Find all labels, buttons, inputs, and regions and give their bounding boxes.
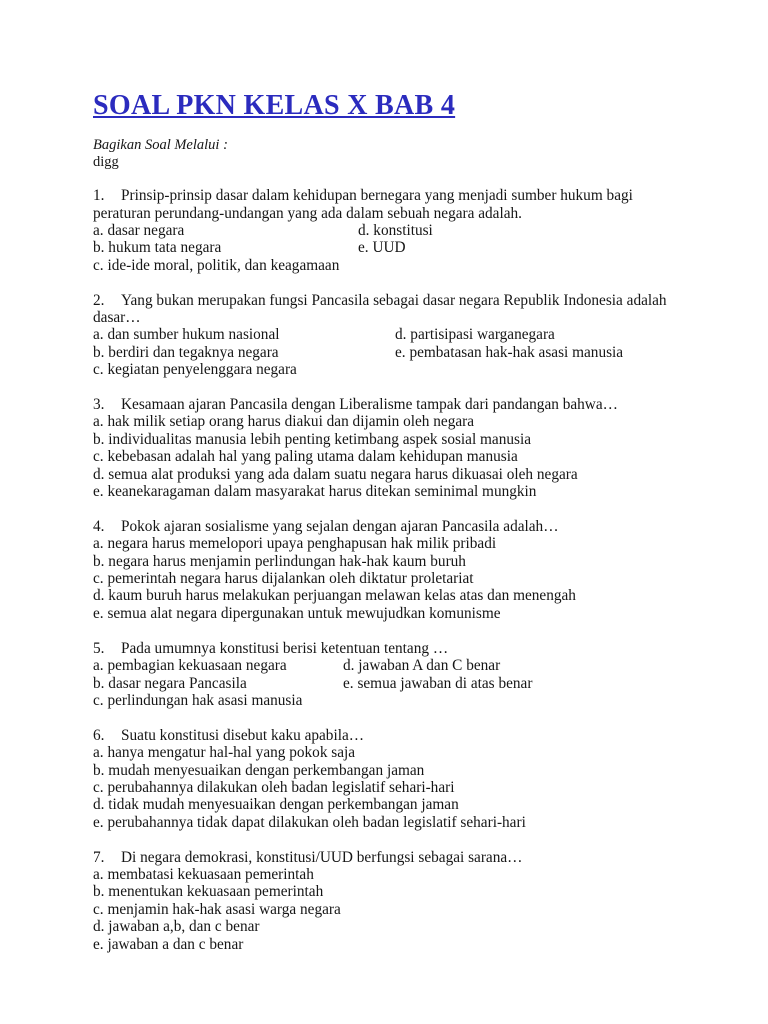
option-text: c. kebebasan adalah hal yang paling utama dalam kehidupan manusia [93,448,518,466]
option-text: c. kegiatan penyelenggara negara [93,361,297,379]
question-block [93,640,677,710]
question-heading [93,640,677,657]
option-text: e. perubahannya tidak dapat dilakukan oleh badan legislatif sehari-hari [93,813,526,831]
question-heading [93,396,677,413]
option-text: c. pemerintah negara harus dijalankan oleh diktatur proletariat [93,570,474,588]
option-row [93,257,677,274]
question-text: Di negara demokrasi, konstitusi/UUD berfungsi sebagai sarana… [121,848,523,866]
question-heading [93,292,677,327]
option-row [93,483,677,500]
option-row [93,779,677,796]
question-heading [93,187,677,222]
option-text: b. negara harus menjamin perlindungan hak-hak kaum buruh [93,552,466,570]
option-row [93,918,677,935]
option-row [93,361,677,378]
question-text: Prinsip-prinsip dasar dalam kehidupan bernegara yang menjadi sumber hukum bagi peraturan perundang-undangan yang ada dalam sebuah negara adalah. [93,187,633,222]
question-text: Yang bukan merupakan fungsi Pancasila sebagai dasar negara Republik Indonesia adalah dasar… [93,291,667,327]
option-row [93,866,677,883]
option-text: b. berdiri dan tegaknya negara [93,343,279,361]
option-row [93,431,677,448]
option-row [93,605,677,622]
page-title[interactable]: SOAL PKN KELAS X BAB 4 [93,90,456,121]
option-row [93,657,677,674]
option-row [93,883,677,900]
option-row [93,901,677,918]
option-row [93,692,677,709]
option-row [93,448,677,465]
question-block [93,849,677,953]
question-number: 1. [93,187,105,205]
question-list [93,187,677,953]
option-text: b. mudah menyesuaikan dengan perkembangan jaman [93,761,425,779]
option-row [93,553,677,570]
option-text: b. menentukan kekuasaan pemerintah [93,883,324,901]
question-text: Pokok ajaran sosialisme yang sejalan dengan ajaran Pancasila adalah… [121,517,559,535]
share-section [93,137,677,171]
option-text: d. konstitusi [358,222,433,239]
option-row [93,413,677,430]
question-number: 6. [93,726,105,744]
option-text: a. hanya mengatur hal-hal yang pokok saja [93,744,356,762]
option-text: c. perlindungan hak asasi manusia [93,691,303,709]
question-number: 3. [93,396,105,414]
option-text: a. hak milik setiap orang harus diakui dan dijamin oleh negara [93,413,475,431]
option-text: d. kaum buruh harus melakukan perjuangan melawan kelas atas dan menengah [93,587,576,605]
option-row [93,814,677,831]
option-text: a. negara harus memelopori upaya penghapusan hak milik pribadi [93,535,497,553]
question-number: 5. [93,639,105,657]
question-heading [93,727,677,744]
option-row [93,535,677,552]
option-text: b. hukum tata negara [93,239,222,257]
option-text: e. pembatasan hak-hak asasi manusia [395,343,624,361]
option-text: b. dasar negara Pancasila [93,674,247,692]
option-text: e. jawaban a dan c benar [93,935,244,953]
option-row [93,936,677,953]
question-heading [93,849,677,866]
option-text: d. semua alat produksi yang ada dalam suatu negara harus dikuasai oleh negara [93,465,578,483]
option-row [93,762,677,779]
question-block [93,518,677,622]
question-block [93,727,677,831]
question-block [93,187,677,274]
option-row [93,570,677,587]
question-number: 7. [93,848,105,866]
option-row [93,222,677,239]
question-text: Pada umumnya konstitusi berisi ketentuan tentang … [121,639,449,657]
option-row [93,587,677,604]
option-row [93,675,677,692]
share-label: Bagikan Soal Melalui : [93,137,228,154]
question-block [93,396,677,500]
option-row [93,326,677,343]
option-text: a. pembagian kekuasaan negara [93,657,287,675]
share-link-digg[interactable]: digg [93,154,119,171]
option-row [93,239,677,256]
question-number: 4. [93,517,105,535]
option-text: c. menjamin hak-hak asasi warga negara [93,900,341,918]
option-text: d. tidak mudah menyesuaikan dengan perkembangan jaman [93,796,459,814]
option-text: a. dan sumber hukum nasional [93,326,280,344]
question-text: Suatu konstitusi disebut kaku apabila… [121,726,365,744]
document-page [93,90,677,970]
question-text: Kesamaan ajaran Pancasila dengan Liberalisme tampak dari pandangan bahwa… [121,396,618,414]
option-text: a. dasar negara [93,222,185,239]
option-text: c. perubahannya dilakukan oleh badan legislatif sehari-hari [93,778,455,796]
option-text: d. partisipasi warganegara [395,326,555,344]
option-text: e. keanekaragaman dalam masyarakat harus ditekan seminimal mungkin [93,483,537,501]
option-row [93,744,677,761]
option-row [93,796,677,813]
question-block [93,292,677,379]
option-text: d. jawaban A dan C benar [343,657,501,675]
option-text: e. semua alat negara dipergunakan untuk mewujudkan komunisme [93,604,501,622]
question-number: 2. [93,291,105,309]
option-text: d. jawaban a,b, dan c benar [93,918,260,936]
option-row [93,466,677,483]
option-text: e. UUD [358,239,406,257]
option-text: b. individualitas manusia lebih penting ketimbang aspek sosial manusia [93,430,532,448]
option-text: a. membatasi kekuasaan pemerintah [93,865,314,883]
option-text: e. semua jawaban di atas benar [343,674,533,692]
option-text: c. ide-ide moral, politik, dan keagamaan [93,256,340,274]
option-row [93,344,677,361]
question-heading [93,518,677,535]
